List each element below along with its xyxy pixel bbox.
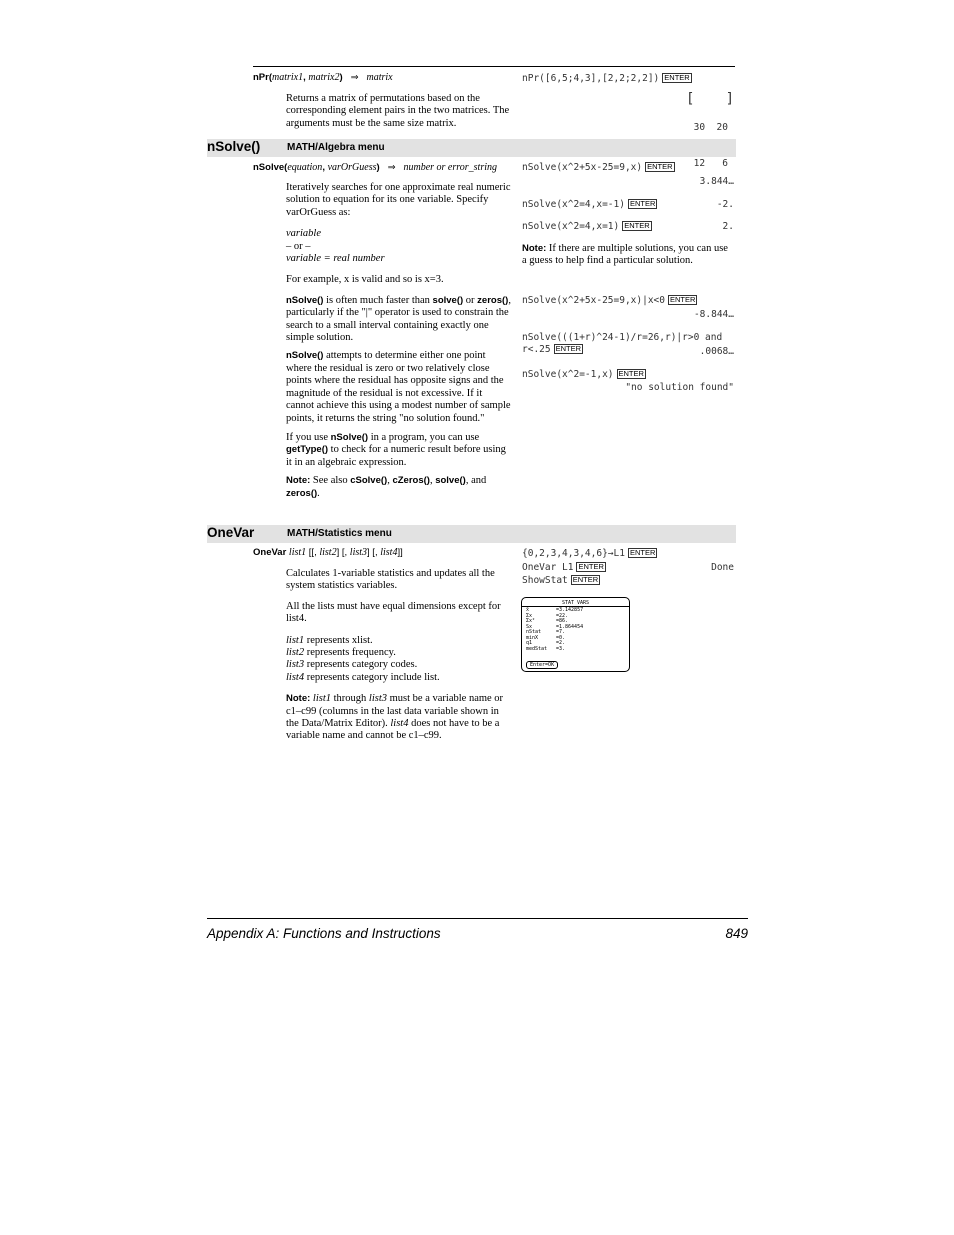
screen-row-label: Σx²: [526, 618, 536, 624]
nsolve-var1: variable: [286, 228, 321, 240]
npr-syntax: nPr(matrix1, matrix2) ⇒ matrix: [253, 72, 393, 83]
onevar-p1: Calculates 1-variable statistics and updates all the system statistics variables.: [286, 568, 495, 592]
nsolve-ex2-cmd: nSolve(x^2=4,x=-1) ENTER: [522, 199, 656, 210]
nsolve-p2: For example, x is valid and so is x=3.: [286, 274, 444, 286]
npr-description: Returns a matrix of permutations based on the corresponding element pairs in the two matrices. The arguments must be the same size matrix.: [286, 93, 510, 129]
nsolve-ex5-result: .0068…: [699, 346, 734, 357]
screen-rows: [526, 608, 583, 652]
enter-ok-button[interactable]: Enter=OK: [526, 661, 558, 669]
top-rule: [253, 66, 735, 67]
screen-row-label: q1: [526, 640, 533, 646]
screen-row-label: x̄: [526, 607, 530, 613]
onevar-menu: MATH/Statistics menu: [287, 528, 392, 539]
onevar-list2: list2 represents frequency.: [286, 647, 396, 659]
screen-row-label: Σx: [526, 612, 533, 619]
nsolve-ex4-cmd: nSolve(x^2+5x-25=9,x)|x<0 ENTER: [522, 295, 696, 306]
nsolve-p3: nSolve() is often much faster than solve() or zeros(), particularly if the "|" operator is used to constrain the search to a small interval containing exactly one simple solution.: [286, 294, 511, 344]
nsolve-heading: nSolve(): [207, 139, 261, 154]
onevar-syntax: OneVar list1 [[, list2] [, list3] [, list4]]: [253, 547, 403, 558]
nsolve-ex3-result: 2.: [722, 221, 734, 232]
page-number: 849: [725, 926, 748, 941]
screen-row-label: Sx: [526, 623, 533, 630]
nsolve-ex1-cmd: nSolve(x^2+5x-25=9,x) ENTER: [522, 162, 673, 173]
npr-example: nPr([6,5;4,3],[2,2;2,2]) ENTER: [522, 73, 690, 84]
nsolve-ex4-result: -8.844…: [693, 309, 734, 320]
nsolve-p5: If you use nSolve() in a program, you can use getType() to check for a numeric result before using it in an algebraic expression.: [286, 431, 506, 468]
nsolve-ex6-result: "no solution found": [625, 382, 734, 393]
screen-row-label: minX: [526, 634, 539, 641]
nsolve-menu: MATH/Algebra menu: [287, 142, 385, 153]
screen-row-value: =0.: [556, 634, 566, 641]
nsolve-ex1-result: 3.844…: [699, 176, 734, 187]
onevar-ex2-cmd: OneVar L1 ENTER: [522, 562, 604, 573]
onevar-ex3-cmd: ShowStat ENTER: [522, 575, 599, 586]
nsolve-var3: variable = real number: [286, 253, 385, 265]
nsolve-p6: Note: See also cSolve(), cZeros(), solve(), and zeros().: [286, 475, 487, 499]
screen-row-label: nStat: [526, 629, 542, 635]
screen-row-value: =2.: [556, 640, 566, 646]
screen-row-value: =3.: [556, 645, 566, 652]
screen-row-value: =22.: [556, 612, 569, 619]
onevar-ex1-cmd: {0,2,3,4,3,4,6}→L1 ENTER: [522, 548, 656, 559]
nsolve-ex6-cmd: nSolve(x^2=-1,x) ENTER: [522, 369, 644, 380]
onevar-list1: list1 represents xlist.: [286, 634, 373, 646]
onevar-heading: OneVar: [207, 525, 255, 540]
screen-row-value: =3.142857: [556, 607, 584, 613]
nsolve-p4: nSolve() attempts to determine either one point where the residual is zero or two relatively close points where the residual has opposite signs and the magnitude of the residual is not excessive. If it cannot achieve this using a modest number of sample points, it returns the string "no solution found.": [286, 350, 511, 424]
onevar-body: [286, 568, 512, 743]
nsolve-var2: – or –: [286, 240, 311, 252]
screen-row-value: =1.864454: [556, 623, 584, 630]
nsolve-syntax: nSolve(equation, varOrGuess) ⇒ number or error_string: [253, 162, 497, 173]
nsolve-note: Note: If there are multiple solutions, you can use a guess to help find a particular solution.: [522, 243, 728, 267]
nsolve-p1: Iteratively searches for one approximate real numeric solution to equation for its one variable. Specify varOrGuess as:: [286, 182, 511, 218]
onevar-note: Note: list1 through list3 must be a variable name or c1–c99 (columns in the last data variable shown in the Data/Matrix Editor). list4 does not have to be a variable name and cannot be c1–c99.: [286, 693, 504, 742]
npr-matrix-result: [ 30 20 12 6 ]: [686, 91, 734, 169]
footer-rule: [207, 918, 748, 919]
onevar-list4: list4 represents category include list.: [286, 671, 440, 683]
nsolve-body: [286, 182, 512, 500]
enter-key: ENTER: [664, 73, 690, 82]
screen-title: STAT VARS: [561, 600, 590, 606]
stat-vars-screen: [521, 597, 630, 672]
nsolve-ex5-cmd: nSolve(((1+r)^24-1)/r=26,r)|r>0 and r<.25 ENTER: [522, 332, 723, 355]
onevar-p2: All the lists must have equal dimensions except for list4.: [286, 600, 501, 625]
screen-row-label: medStat: [526, 645, 548, 652]
nsolve-ex2-result: -2.: [716, 199, 734, 210]
nsolve-ex3-cmd: nSolve(x^2=4,x=1) ENTER: [522, 221, 650, 232]
onevar-ex2-result: Done: [711, 562, 734, 573]
screen-row: [526, 647, 583, 653]
footer-title: Appendix A: Functions and Instructions: [207, 926, 441, 941]
onevar-list3: list3 represents category codes.: [286, 659, 418, 671]
screen-row-value: =86.: [556, 618, 569, 624]
screen-row-value: =7.: [556, 629, 566, 635]
